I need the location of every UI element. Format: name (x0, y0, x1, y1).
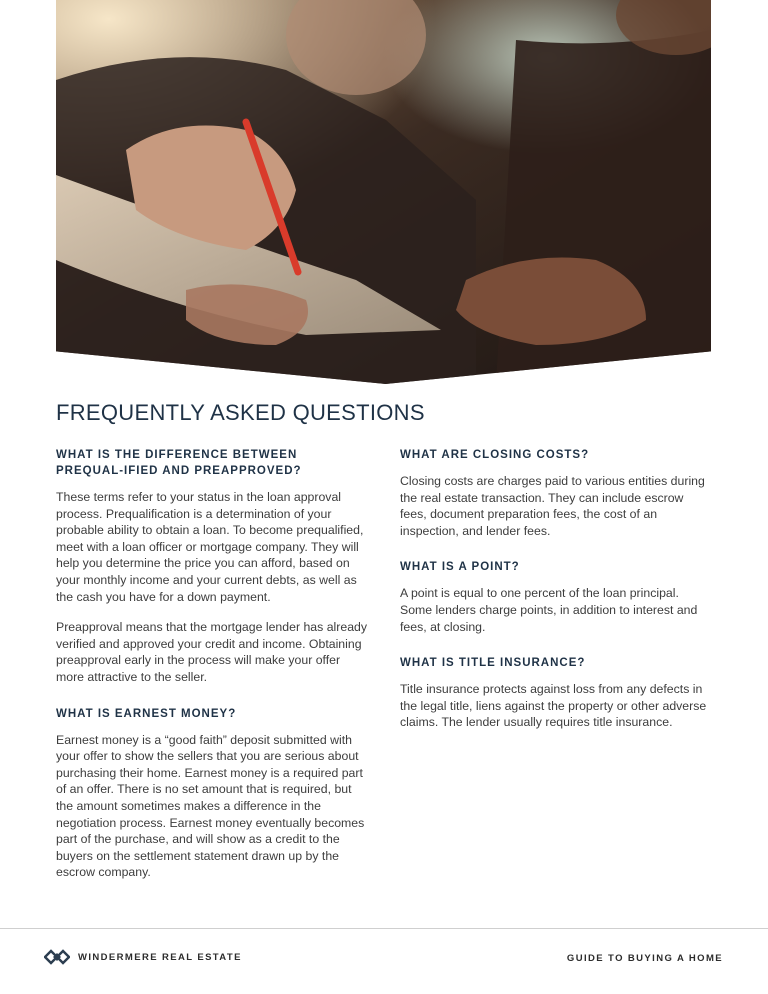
hero-photo (56, 0, 711, 384)
faq-answer: A point is equal to one percent of the loan principal. Some lenders charge points, in addition to interest and fees, at closing. (400, 586, 698, 634)
faq-question: WHAT IS TITLE INSURANCE? (400, 657, 586, 670)
faq-left-column (56, 447, 368, 895)
faq-answer: Preapproval means that the mortgage lender has already verified and approved your credit and income. Obtaining preapproval early in the process will make your offer more attractive to the seller. (56, 620, 368, 684)
faq-item-earnest-money (56, 706, 368, 881)
hero-illustration (56, 0, 711, 384)
page-title: FREQUENTLY ASKED QUESTIONS (56, 400, 425, 425)
faq-question: WHAT IS THE DIFFERENCE BETWEEN PREQUAL-IFIED AND PREAPPROVED? (56, 449, 302, 477)
faq-question: WHAT IS A POINT? (400, 561, 520, 574)
faq-answer: Title insurance protects against loss from any defects in the legal title, liens against the property or other adverse claims. The lender usually requires title insurance. (400, 682, 707, 730)
faq-item-closing-costs (400, 447, 712, 539)
footer-brand (44, 948, 242, 966)
faq-answer: Closing costs are charges paid to various entities during the real estate transaction. They can include escrow fees, document preparation fees, the cost of an inspection, and lender fees. (400, 474, 705, 538)
footer-divider (0, 928, 768, 929)
footer-guide-title: GUIDE TO BUYING A HOME (566, 953, 723, 964)
faq-answer: These terms refer to your status in the loan approval process. Prequalification is a determination of your probable ability to obtain a loan. To become prequalified, meet with a loan officer or mortgage company. They will help you determine the price you can afford, based on your monthly income and your current debts, as well as the cash you have for a down payment. (56, 490, 364, 604)
faq-question: WHAT IS EARNEST MONEY? (56, 707, 237, 720)
windermere-logo-icon (44, 948, 70, 966)
footer-brand-text: WINDERMERE REAL ESTATE (78, 951, 242, 963)
faq-item-point (400, 559, 712, 635)
faq-question: WHAT ARE CLOSING COSTS? (400, 449, 590, 461)
faq-item-prequalified (56, 447, 368, 686)
faq-right-column (400, 447, 712, 745)
faq-answer: Earnest money is a “good faith” deposit submitted with your offer to show the sellers that you are serious about purchasing their home. Earnest money is a required part of an offer. There is no set amount that is required, but the amount sometimes makes a difference in the negotiation process. Earnest money eventually becomes part of the purchase, and will show as a credit to the buyers on the settlement statement drawn up by the escrow company. (56, 732, 365, 880)
faq-item-title-insurance (400, 655, 712, 731)
